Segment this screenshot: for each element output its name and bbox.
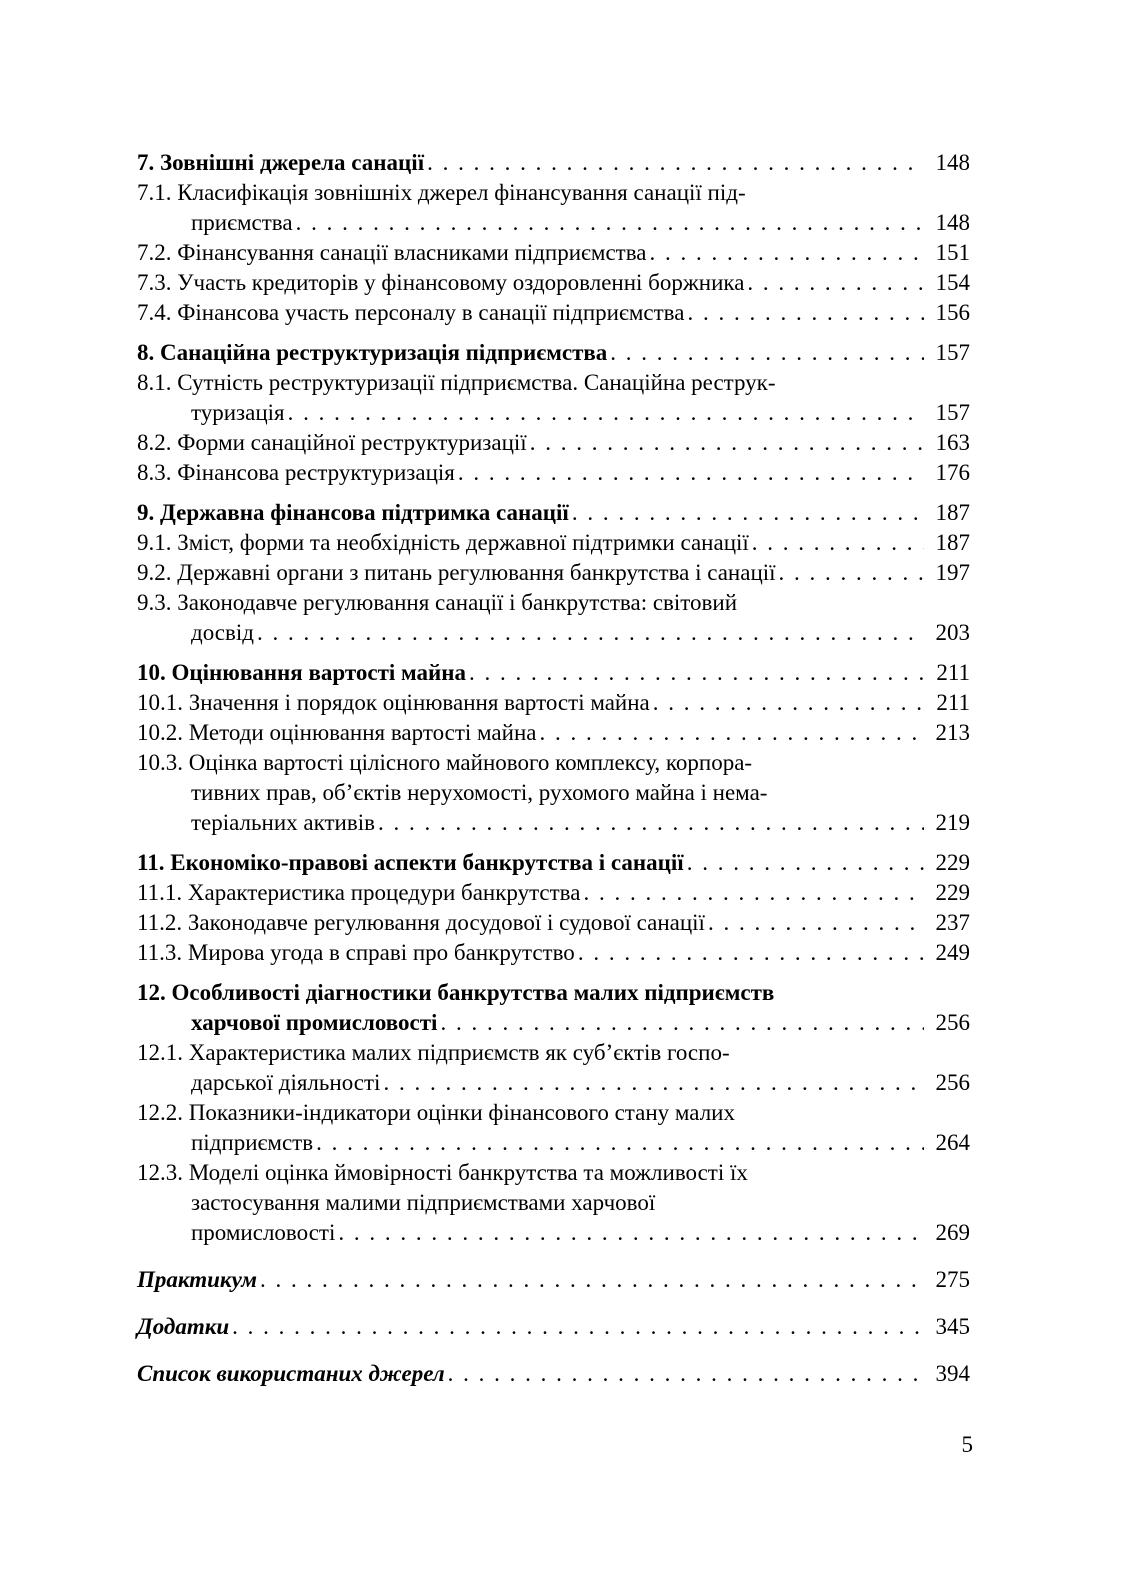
toc-entry-page-number: 187 — [935, 530, 970, 555]
dot-leader — [647, 238, 925, 268]
toc-entry-text: 7. Зовнішні джерела санації — [137, 150, 425, 175]
toc-entry-line — [137, 268, 970, 298]
dot-leader — [569, 498, 924, 528]
toc-entry-page-number: 275 — [935, 1267, 970, 1292]
dot-leader — [257, 1265, 924, 1295]
toc-entry-text: 7.1. Класифікація зовнішніх джерел фінансування санації під- — [137, 180, 746, 205]
dot-leader — [580, 878, 924, 908]
toc-entry-page-number: 163 — [935, 430, 970, 455]
toc-entry-text: 8.2. Форми санаційної реструктуризації — [137, 430, 527, 455]
toc-entry-text: Додатки — [137, 1314, 230, 1339]
toc-entry — [137, 178, 970, 238]
page-number: 5 — [961, 1432, 973, 1457]
toc-entry-text: тивних прав, об’єктів нерухомості, рухомого майна і нема- — [191, 780, 768, 805]
toc-entry — [137, 528, 970, 558]
toc-entry-text: 11.1. Характеристика процедури банкрутства — [137, 880, 581, 905]
dot-leader — [527, 428, 924, 458]
toc-entry-text: підприємств — [191, 1130, 314, 1155]
toc-entry-line — [137, 398, 970, 428]
toc-entry — [137, 1265, 970, 1295]
toc-entry — [137, 658, 970, 688]
toc-entry-text: 11.2. Законодавче регулювання досудової і судової санації — [137, 910, 705, 935]
toc-entry-text: 10. Оцінювання вартості майна — [137, 660, 467, 685]
toc-entry — [137, 338, 970, 368]
toc-entry-line — [137, 338, 970, 368]
toc-entry — [137, 148, 970, 178]
toc-entry-text: харчової промисловості — [191, 1010, 438, 1035]
toc-entry — [137, 1098, 970, 1158]
toc-entry-line — [137, 458, 970, 488]
toc-entry-page-number: 157 — [935, 340, 970, 365]
toc-entry-page-number: 256 — [935, 1070, 970, 1095]
toc-entry-page-number: 256 — [935, 1010, 970, 1035]
toc-entry-text: 12.3. Моделі оцінка ймовірності банкрутства та можливості їх — [137, 1160, 748, 1185]
toc-entry-text: теріальних активів — [191, 810, 375, 835]
toc-entry-line — [137, 1265, 970, 1295]
toc-entry-line — [137, 1218, 970, 1248]
dot-leader — [776, 558, 924, 588]
toc-entry-page-number: 197 — [935, 560, 970, 585]
toc-entry-page-number: 249 — [935, 940, 970, 965]
toc-entry — [137, 1158, 970, 1248]
toc-entry-text: 12.2. Показники-індикатори оцінки фінансового стану малих — [137, 1100, 735, 1125]
toc-entry — [137, 298, 970, 328]
toc-entry — [137, 428, 970, 458]
toc-entry — [137, 978, 970, 1038]
toc-entry — [137, 878, 970, 908]
toc-entry-text: приємства — [191, 210, 293, 235]
dot-leader — [375, 808, 924, 838]
toc-entry-line — [137, 428, 970, 458]
toc-entry — [137, 938, 970, 968]
dot-leader — [254, 618, 924, 648]
toc-entry — [137, 1312, 970, 1342]
dot-leader — [313, 1128, 924, 1158]
toc-entry-line — [137, 1312, 970, 1342]
toc-entry-page-number: 211 — [936, 660, 970, 685]
toc-entry-line — [137, 1068, 970, 1098]
toc-entry-text: 7.3. Участь кредиторів у фінансовому оздоровленні боржника — [137, 270, 745, 295]
toc-entry-line — [137, 558, 970, 588]
toc-entry-line — [137, 1359, 970, 1389]
toc-entry-page-number: 237 — [935, 910, 970, 935]
dot-leader — [575, 938, 924, 968]
toc-entry-text: туризація — [191, 400, 285, 425]
toc-entry — [137, 498, 970, 528]
toc-entry-text: 11.3. Мирова угода в справі про банкрутство — [137, 940, 575, 965]
dot-leader — [705, 908, 924, 938]
toc-entry-page-number: 264 — [935, 1130, 970, 1155]
toc-entry-text: 10.2. Методи оцінювання вартості майна — [137, 720, 537, 745]
toc-entry — [137, 1038, 970, 1098]
toc-entry-text: дарської діяльності — [191, 1070, 381, 1095]
dot-leader — [437, 1008, 924, 1038]
toc-entry-line — [137, 618, 970, 648]
table-of-contents — [137, 138, 970, 1389]
toc-entry — [137, 368, 970, 428]
toc-entry-text: Практикум — [137, 1267, 257, 1292]
toc-entry-page-number: 229 — [935, 850, 970, 875]
toc-entry-page-number: 269 — [935, 1220, 970, 1245]
toc-entry-page-number: 229 — [935, 880, 970, 905]
toc-entry-page-number: 187 — [935, 500, 970, 525]
dot-leader — [445, 1359, 924, 1389]
toc-entry-text: 8. Санаційна реструктуризація підприємства — [137, 340, 608, 365]
toc-entry-line — [137, 148, 970, 178]
toc-entry — [137, 558, 970, 588]
toc-entry-text: 9.2. Державні органи з питань регулювання банкрутства і санації — [137, 560, 776, 585]
toc-entry-line — [137, 688, 970, 718]
toc-entry-line — [137, 298, 970, 328]
toc-entry-line — [137, 658, 970, 688]
dot-leader — [749, 528, 924, 558]
dot-leader — [293, 208, 924, 238]
toc-entry-text: 9.1. Зміст, форми та необхідність державної підтримки санації — [137, 530, 749, 555]
toc-entry — [137, 908, 970, 938]
toc-entry-line — [137, 238, 970, 268]
dot-leader — [684, 848, 924, 878]
toc-entry-text: 12. Особливості діагностики банкрутства малих підприємств — [137, 980, 775, 1005]
toc-entry — [137, 268, 970, 298]
toc-entry-line — [137, 718, 970, 748]
toc-entry-text: промисловості — [191, 1220, 336, 1245]
toc-entry-text: застосування малими підприємствами харчової — [191, 1190, 656, 1215]
toc-entry-line — [137, 938, 970, 968]
toc-entry-page-number: 203 — [935, 620, 970, 645]
dot-leader — [684, 298, 924, 328]
dot-leader — [380, 1068, 924, 1098]
toc-entry-page-number: 176 — [935, 460, 970, 485]
toc-entry — [137, 688, 970, 718]
toc-entry-line — [137, 528, 970, 558]
toc-entry-page-number: 394 — [935, 1361, 970, 1386]
toc-entry — [137, 238, 970, 268]
toc-entry-page-number: 154 — [935, 270, 970, 295]
toc-entry — [137, 848, 970, 878]
dot-leader — [466, 658, 924, 688]
toc-entry-text: досвід — [191, 620, 254, 645]
toc-entry-text: 9.3. Законодавче регулювання санації і банкрутства: світовий — [137, 590, 738, 615]
toc-entry — [137, 748, 970, 838]
toc-entry-line — [137, 848, 970, 878]
toc-entry-text: 8.3. Фінансова реструктуризація — [137, 460, 455, 485]
toc-entry-text: 10.3. Оцінка вартості цілісного майнового комплексу, корпора- — [137, 750, 753, 775]
dot-leader — [650, 688, 924, 718]
toc-entry-text: 12.1. Характеристика малих підприємств як суб’єктів госпо- — [137, 1040, 730, 1065]
toc-entry — [137, 588, 970, 648]
toc-entry-page-number: 345 — [935, 1314, 970, 1339]
toc-entry-line — [137, 1128, 970, 1158]
toc-entry-page-number: 148 — [935, 150, 970, 175]
toc-entry-text: Список використаних джерел — [137, 1361, 445, 1386]
toc-entry-page-number: 211 — [936, 690, 970, 715]
dot-leader — [424, 148, 924, 178]
toc-entry-text: 11. Економіко-правові аспекти банкрутства і санації — [137, 850, 684, 875]
toc-entry-line — [137, 208, 970, 238]
toc-entry-text: 7.4. Фінансова участь персоналу в санації підприємства — [137, 300, 685, 325]
toc-entry-page-number: 157 — [935, 400, 970, 425]
dot-leader — [536, 718, 924, 748]
toc-entry-page-number: 148 — [935, 210, 970, 235]
toc-entry-text: 7.2. Фінансування санації власниками підприємства — [137, 240, 647, 265]
toc-entry-text: 10.1. Значення і порядок оцінювання вартості майна — [137, 690, 650, 715]
toc-entry-text: 9. Державна фінансова підтримка санації — [137, 500, 569, 525]
toc-entry-line — [137, 498, 970, 528]
dot-leader — [335, 1218, 924, 1248]
toc-entry — [137, 458, 970, 488]
dot-leader — [744, 268, 924, 298]
toc-entry — [137, 1359, 970, 1389]
toc-entry-page-number: 219 — [935, 810, 970, 835]
toc-entry-line — [137, 908, 970, 938]
toc-entry-page-number: 151 — [935, 240, 970, 265]
toc-entry-line — [137, 1008, 970, 1038]
toc-entry-page-number: 156 — [935, 300, 970, 325]
toc-entry — [137, 718, 970, 748]
dot-leader — [455, 458, 924, 488]
toc-entry-line — [137, 808, 970, 838]
dot-leader — [285, 398, 924, 428]
toc-entry-page-number: 213 — [935, 720, 970, 745]
dot-leader — [229, 1312, 924, 1342]
toc-entry-text: 8.1. Сутність реструктуризації підприємства. Санаційна реструк- — [137, 370, 776, 395]
toc-entry-line — [137, 878, 970, 908]
dot-leader — [607, 338, 924, 368]
